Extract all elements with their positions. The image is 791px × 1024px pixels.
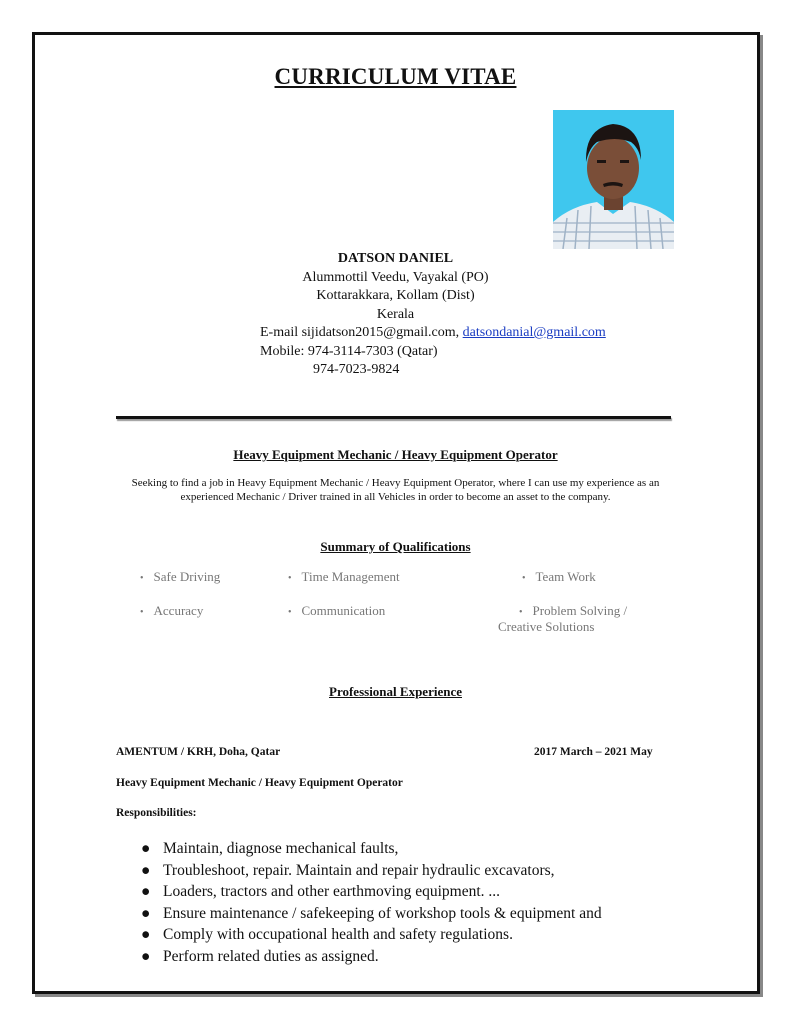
qualification-item: • Communication (288, 603, 386, 618)
email-line (0, 324, 791, 343)
bullet-icon: • (519, 607, 523, 618)
profile-photo (553, 110, 674, 249)
qualification-item-continued: Creative Solutions (498, 619, 595, 634)
objective-text: Seeking to find a job in Heavy Equipment Mechanic / Heavy Equipment Operator, where I can use my experience as an experienced Mechanic / Driver trained in all Vehicles in order to become an asset to the company. (131, 477, 660, 503)
objective-heading: Heavy Equipment Mechanic / Heavy Equipment Operator (233, 447, 558, 462)
bullet-icon: ● (141, 840, 151, 857)
list-item: ● Maintain, diagnose mechanical faults, (141, 838, 602, 860)
bullet-icon: • (140, 573, 144, 584)
qualification-item: • Team Work (522, 569, 596, 584)
responsibilities-list (141, 838, 602, 968)
qualification-item: • Time Management (288, 569, 400, 584)
responsibilities-label: Responsibilities: (116, 807, 197, 819)
address-line-1: Alummottil Veedu, Vayakal (PO) (302, 269, 489, 285)
mobile-line-2: 974-7023-9824 (313, 362, 400, 377)
address-line-2: Kottarakkara, Kollam (Dist) (316, 288, 475, 303)
bullet-icon: • (140, 607, 144, 618)
bullet-icon: • (288, 607, 292, 618)
bullet-icon: • (522, 573, 526, 584)
list-item: ● Perform related duties as assigned. (141, 946, 602, 968)
profile-photo-image (553, 110, 674, 249)
bullet-icon: ● (141, 861, 151, 879)
qualification-item: • Safe Driving (140, 569, 221, 584)
bullet-icon: ● (141, 904, 151, 922)
address-line-3: Kerala (376, 306, 415, 322)
mobile-line: Mobile: 974-3114-7303 (Qatar) (260, 343, 438, 359)
candidate-name: DATSON DANIEL (337, 251, 454, 266)
qualifications-heading: Summary of Qualifications (320, 539, 471, 554)
bullet-icon: • (288, 573, 292, 584)
qualification-item: • Problem Solving / (519, 603, 628, 618)
document-title: CURRICULUM VITAE (274, 64, 517, 89)
section-divider (116, 416, 671, 419)
bullet-icon: ● (141, 947, 151, 965)
list-item: ● Loaders, tractors and other earthmoving equipment. ... (141, 881, 602, 903)
list-item: ● Ensure maintenance / safekeeping of workshop tools & equipment and (141, 903, 602, 925)
list-item: ● Troubleshoot, repair. Maintain and repair hydraulic excavators, (141, 860, 602, 882)
email-text: E-mail sijidatson2015@gmail.com, (260, 325, 463, 340)
job-title: Heavy Equipment Mechanic / Heavy Equipment Operator (116, 777, 403, 789)
bullet-icon: ● (141, 926, 151, 944)
employment-dates: 2017 March – 2021 May (534, 746, 653, 758)
bullet-icon: ● (141, 883, 151, 901)
email-link[interactable]: datsondanial@gmail.com (462, 325, 606, 340)
list-item: ● Comply with occupational health and safety regulations. (141, 924, 602, 946)
company-name: AMENTUM / KRH, Doha, Qatar (116, 746, 281, 758)
experience-heading: Professional Experience (329, 684, 462, 699)
contact-block (0, 250, 791, 380)
qualification-item: • Accuracy (140, 603, 204, 618)
